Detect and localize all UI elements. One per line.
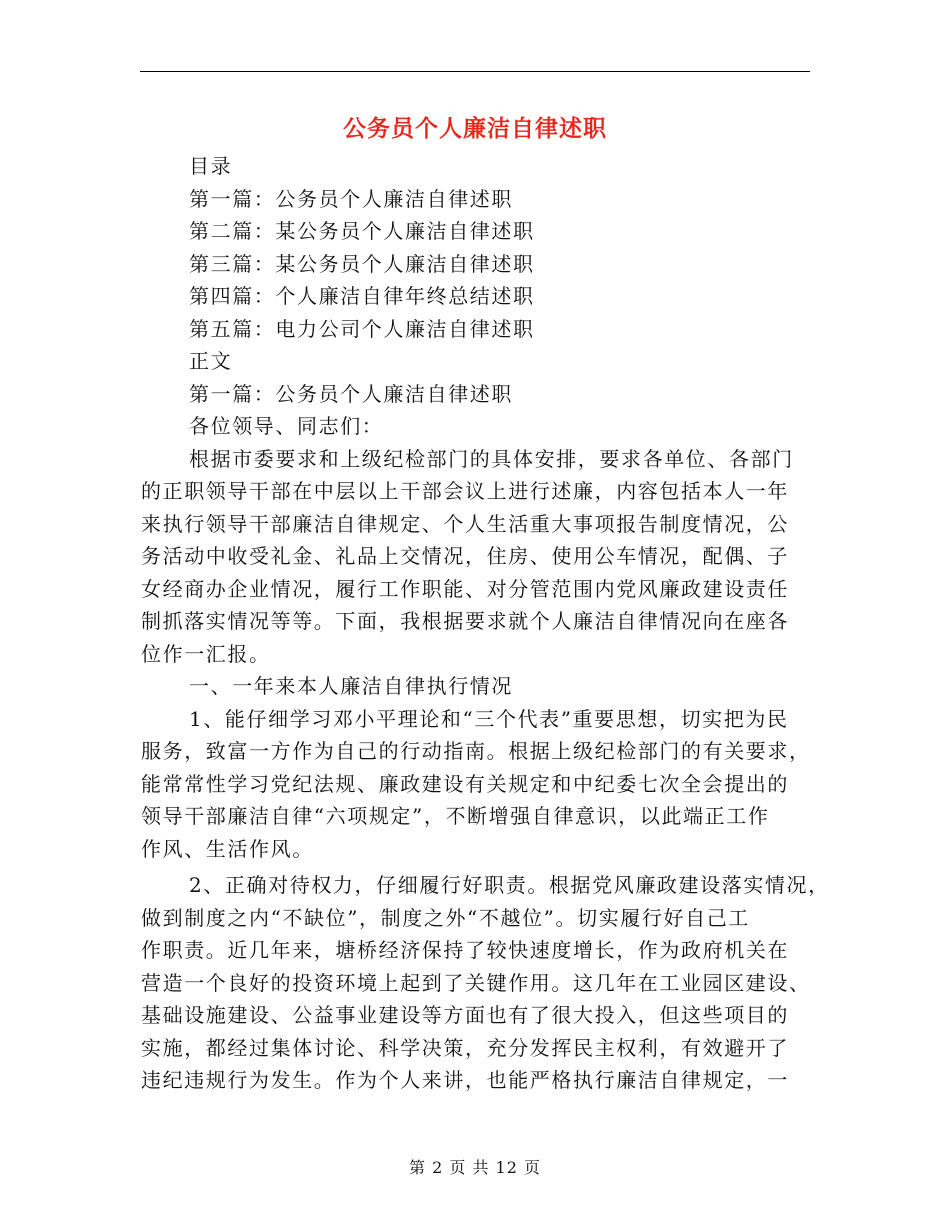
header-rule bbox=[140, 71, 810, 72]
paragraph-line: 务活动中收受礼金、礼品上交情况，住房、使用公车情况，配偶、子 bbox=[141, 544, 789, 568]
footer-suffix: 页 bbox=[524, 1158, 542, 1177]
paragraph-line: 作风、生活作风。 bbox=[141, 836, 314, 861]
paragraph-line: 能常常性学习党纪法规、廉政建设有关规定和中纪委七次全会提出的 bbox=[141, 771, 789, 796]
toc-item: 第一篇：公务员个人廉洁自律述职 bbox=[189, 186, 513, 211]
paragraph-line: 女经商办企业情况，履行工作职能、对分管范围内党风廉政建设责任 bbox=[141, 576, 789, 601]
paragraph-line: 根据市委要求和上级纪检部门的具体安排，要求各单位、各部门 bbox=[189, 446, 794, 471]
paragraph-line: 实施，都经过集体讨论、科学决策，充分发挥民主权利，有效避开了 bbox=[141, 1035, 789, 1060]
paragraph-line: 2、正确对待权力，仔细履行好职责。根据党风廉政建设落实情况， bbox=[189, 873, 830, 897]
paragraph-line: 制抓落实情况等等。下面，我根据要求就个人廉洁自律情况向在座各 bbox=[141, 609, 789, 633]
paragraph-line: 营造一个良好的投资环境上起到了关键作用。这几年在工业园区建设、 bbox=[141, 970, 811, 995]
paragraph-item-1 bbox=[141, 703, 813, 866]
document-title: 公务员个人廉洁自律述职 bbox=[343, 115, 607, 142]
salutation: 各位领导、同志们： bbox=[189, 414, 384, 438]
footer-total-pages: 12 bbox=[495, 1158, 518, 1177]
paragraph-line: 位作一汇报。 bbox=[141, 641, 271, 666]
paragraph-item-2 bbox=[141, 869, 830, 1097]
paragraph-line: 来执行领导干部廉洁自律规定、个人生活重大事项报告制度情况，公 bbox=[141, 511, 789, 536]
footer-page-number: 2 bbox=[432, 1158, 444, 1177]
toc-heading: 目录 bbox=[189, 154, 233, 178]
paragraph-line: 作职责。近几年来，塘桥经济保持了较快速度增长，作为政府机关在 bbox=[141, 938, 789, 962]
body-heading: 正文 bbox=[189, 349, 233, 373]
footer-prefix: 第 bbox=[408, 1158, 426, 1177]
toc-item: 第五篇：电力公司个人廉洁自律述职 bbox=[189, 316, 535, 341]
section-heading: 一、一年来本人廉洁自律执行情况 bbox=[189, 674, 513, 698]
toc-item: 第二篇：某公务员个人廉洁自律述职 bbox=[189, 219, 535, 243]
paragraph-line: 的正职领导干部在中层以上干部会议上进行述廉，内容包括本人一年 bbox=[141, 479, 789, 503]
paragraph-line: 违纪违规行为发生。作为个人来讲，也能严格执行廉洁自律规定，一 bbox=[141, 1068, 789, 1092]
paragraph-line: 1、能仔细学习邓小平理论和“三个代表”重要思想，切实把为民 bbox=[189, 706, 789, 731]
document-body bbox=[141, 150, 830, 1097]
page-footer bbox=[0, 1155, 950, 1178]
footer-middle: 页 共 bbox=[449, 1158, 490, 1177]
paragraph-line: 服务，致富一方作为自己的行动指南。根据上级纪检部门的有关要求， bbox=[141, 739, 811, 763]
paragraph-line: 基础设施建设、公益事业建设等方面也有了很大投入，但这些项目的 bbox=[141, 1003, 789, 1027]
chapter-title: 第一篇：公务员个人廉洁自律述职 bbox=[189, 381, 513, 406]
paragraph-line: 领导干部廉洁自律“六项规定”，不断增强自律意识，以此端正工作 bbox=[141, 804, 770, 828]
toc-item: 第三篇：某公务员个人廉洁自律述职 bbox=[189, 251, 535, 276]
paragraph-line: 做到制度之内“不缺位”，制度之外“不越位”。切实履行好自己工 bbox=[141, 905, 750, 930]
toc-item: 第四篇：个人廉洁自律年终总结述职 bbox=[189, 284, 535, 308]
paragraph-intro bbox=[141, 443, 813, 671]
